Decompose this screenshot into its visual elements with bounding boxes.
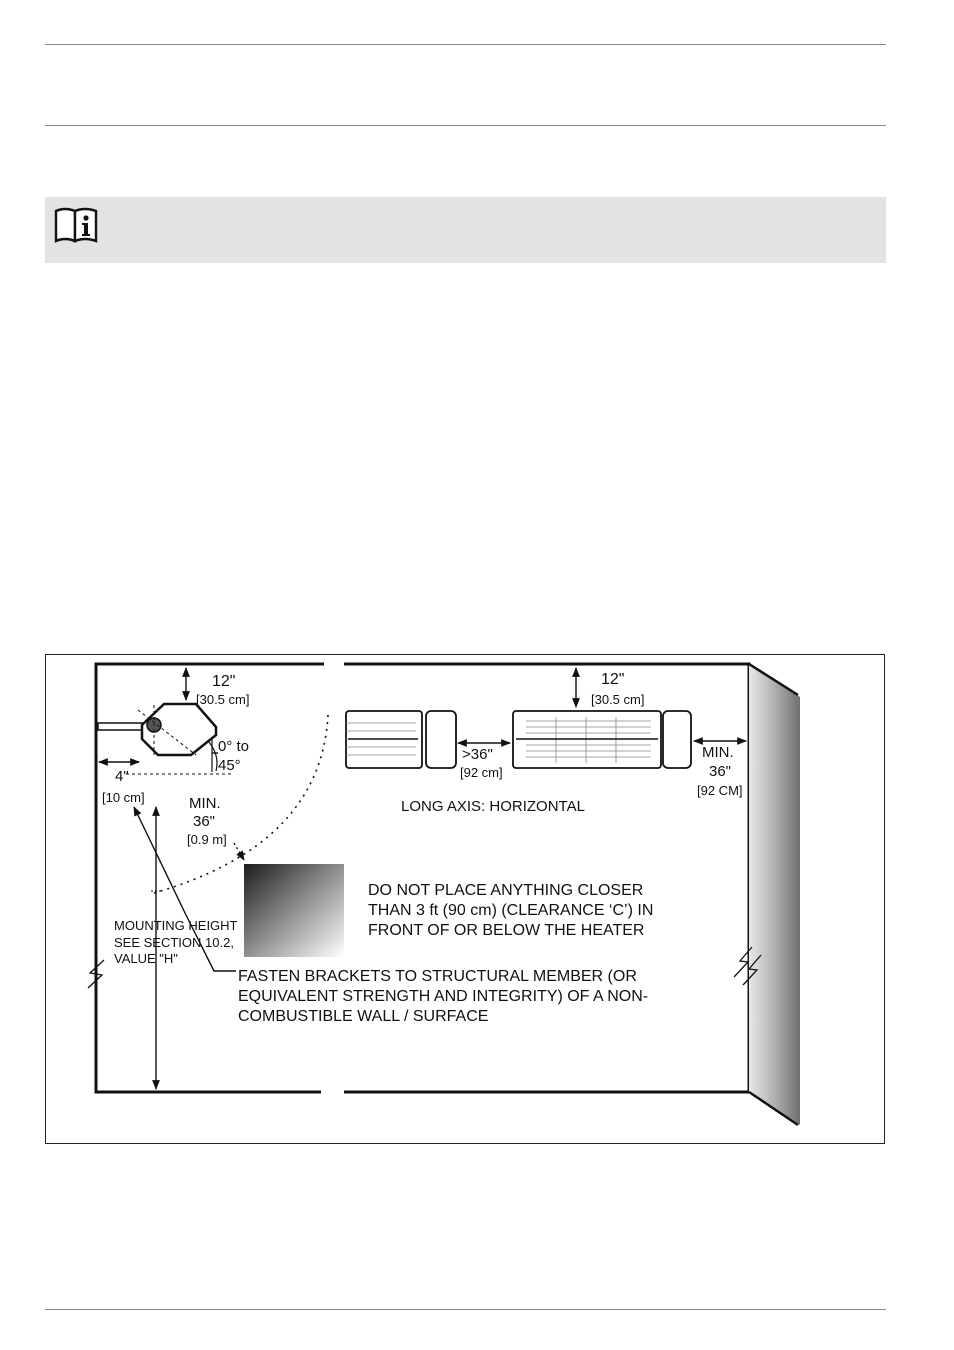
long-axis-label: LONG AXIS: HORIZONTAL [401,798,585,815]
tilt-line1: 0° to [218,738,250,755]
end-clearance-line2: 36" [709,763,732,780]
diagram-drawing [46,655,886,1145]
top-clearance-metric: [30.5 cm] [196,692,250,707]
warning-line1: DO NOT PLACE ANYTHING CLOSER [368,882,644,899]
footer-rule [45,1309,886,1310]
clearance-object [244,864,344,957]
top-clearance-right-value: 12" [601,671,625,688]
warning-line2: THAN 3 ft (90 cm) (CLEARANCE ‘C’) IN [368,902,654,919]
fasten-line2: EQUIVALENT STRENGTH AND INTEGRITY) OF A NON- [238,988,649,1005]
fasten-line1: FASTEN BRACKETS TO STRUCTURAL MEMBER (OR [238,968,637,985]
header-rule-top [45,44,886,45]
front-clearance-line1: MIN. [189,795,221,812]
top-clearance-right-metric: [30.5 cm] [591,692,645,707]
front-clearance-metric: [0.9 m] [187,832,227,847]
mounting-line3: VALUE "H" [114,951,178,966]
top-clearance-value: 12" [212,673,236,690]
note-box [45,197,886,263]
warning-line3: FRONT OF OR BELOW THE HEATER [368,922,645,939]
spacing-metric: [92 cm] [460,765,503,780]
tilt-line2: 45° [218,757,241,774]
end-clearance-line1: MIN. [702,744,734,761]
mounting-line2: SEE SECTION 10.2, [114,935,234,950]
end-clearance-metric: [92 CM] [697,783,743,798]
header-rule-bottom [45,125,886,126]
clearance-diagram [45,654,885,1144]
manual-info-icon [53,205,99,245]
spacing-value: >36" [462,746,493,763]
side-clearance-value: 4" [115,768,129,785]
mounting-line1: MOUNTING HEIGHT [114,918,238,933]
fasten-line3: COMBUSTIBLE WALL / SURFACE [238,1008,489,1025]
front-clearance-line2: 36" [193,813,216,830]
side-wall [749,664,800,1125]
side-clearance-metric: [10 cm] [102,790,145,805]
